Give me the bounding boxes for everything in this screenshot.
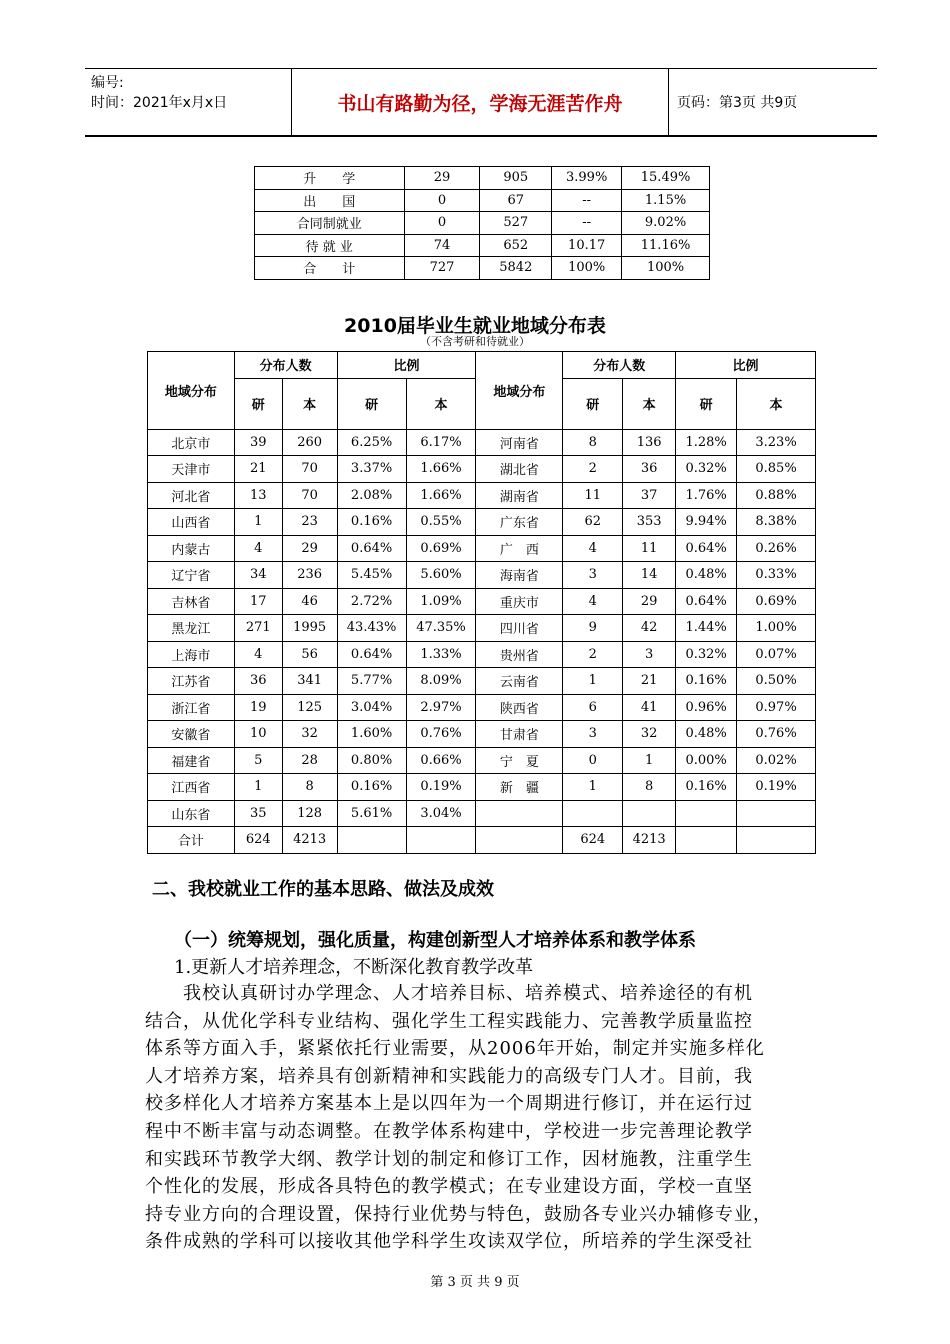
table-cell: 11 <box>563 482 623 509</box>
table-cell: 100% <box>622 257 710 280</box>
table-cell: 0.64% <box>676 588 737 615</box>
header-region-left: 地域分布 <box>148 352 235 430</box>
table-cell: 32 <box>623 721 676 748</box>
header-motto: 书山有路勤为径，学海无涯苦作舟 <box>291 69 669 135</box>
table-cell: 29 <box>623 588 676 615</box>
table-cell: 陕西省 <box>476 694 563 721</box>
table-cell: 0.96% <box>676 694 737 721</box>
table-row <box>148 721 816 748</box>
table-cell: 3.04% <box>406 800 476 827</box>
table-row <box>148 456 816 483</box>
table-row <box>148 694 816 721</box>
table-cell: 6.25% <box>337 429 406 456</box>
table-cell <box>737 800 816 827</box>
table-cell: 甘肃省 <box>476 721 563 748</box>
table-cell: 136 <box>623 429 676 456</box>
table-cell: 624 <box>563 827 623 854</box>
table-row <box>148 668 816 695</box>
table-cell: 1.28% <box>676 429 737 456</box>
table-row <box>148 562 816 589</box>
table-cell: 32 <box>282 721 337 748</box>
table-cell: 70 <box>282 456 337 483</box>
table-row <box>148 535 816 562</box>
table-cell: 福建省 <box>148 747 235 774</box>
table-cell: 341 <box>282 668 337 695</box>
table-cell <box>406 827 476 854</box>
table-cell: 5842 <box>480 257 552 280</box>
table-cell: 2 <box>563 641 623 668</box>
table-cell: 9.94% <box>676 509 737 536</box>
table-cell: 合计 <box>148 827 235 854</box>
table-row <box>148 800 816 827</box>
table-cell: 28 <box>282 747 337 774</box>
page-footer: 第 3 页 共 9 页 <box>430 1275 520 1290</box>
table-cell: 36 <box>234 668 282 695</box>
table-cell: 升 学 <box>255 167 405 190</box>
table-cell: 19 <box>234 694 282 721</box>
table-cell: 56 <box>282 641 337 668</box>
table-cell: 2.72% <box>337 588 406 615</box>
table-cell: 2.08% <box>337 482 406 509</box>
table-cell: 浙江省 <box>148 694 235 721</box>
table-cell: 0.50% <box>737 668 816 695</box>
table-cell: 0.76% <box>406 721 476 748</box>
table-cell: 8.09% <box>406 668 476 695</box>
table-cell <box>476 827 563 854</box>
table-cell: 6.17% <box>406 429 476 456</box>
table-cell: 0.69% <box>737 588 816 615</box>
table-cell: 67 <box>480 189 552 212</box>
region-table-title: 2010届毕业生就业地域分布表 <box>344 315 606 337</box>
table-cell: 0.88% <box>737 482 816 509</box>
table-cell: 3.23% <box>737 429 816 456</box>
table-cell: 江苏省 <box>148 668 235 695</box>
header-under: 本 <box>623 378 676 429</box>
header-grad: 研 <box>676 378 737 429</box>
paragraph-line: 程中不断丰富与动态调整。在教学体系构建中，学校进一步完善理论教学 <box>145 1120 753 1142</box>
table-cell: 39 <box>234 429 282 456</box>
header-count-left: 分布人数 <box>234 352 337 379</box>
table-cell: 0.76% <box>737 721 816 748</box>
table-cell: 2 <box>563 456 623 483</box>
table-cell: 15.49% <box>622 167 710 190</box>
table-cell: 天津市 <box>148 456 235 483</box>
table-cell: 内蒙古 <box>148 535 235 562</box>
header-page-label: 页码：第3页 共9页 <box>677 95 798 111</box>
paragraph-line: 体系等方面入手，紧紧依托行业需要，从2006年开始，制定并实施多样化 <box>145 1038 765 1060</box>
table-cell: 1.76% <box>676 482 737 509</box>
paragraph-line: 结合，从优化学科专业结构、强化学生工程实践能力、完善教学质量监控 <box>145 1010 753 1032</box>
table-cell <box>563 800 623 827</box>
table-row <box>148 588 816 615</box>
table-cell: 3 <box>563 721 623 748</box>
table-cell: 0.07% <box>737 641 816 668</box>
table-cell: 0.48% <box>676 562 737 589</box>
body-paragraph <box>145 980 813 1256</box>
table-cell: 8 <box>282 774 337 801</box>
table-cell: 出 国 <box>255 189 405 212</box>
table-cell: 海南省 <box>476 562 563 589</box>
table-cell: 0.80% <box>337 747 406 774</box>
table-cell: 652 <box>480 234 552 257</box>
table-cell: 1.33% <box>406 641 476 668</box>
header-region-right: 地域分布 <box>476 352 563 430</box>
header-ratio-left: 比例 <box>337 352 476 379</box>
table-cell: 5 <box>234 747 282 774</box>
table-cell: 黑龙江 <box>148 615 235 642</box>
table-cell: 湖北省 <box>476 456 563 483</box>
table-cell: 1 <box>623 747 676 774</box>
table-cell: 5.45% <box>337 562 406 589</box>
table-cell: 727 <box>404 257 480 280</box>
table-cell: 8.38% <box>737 509 816 536</box>
table-cell: 0.64% <box>337 535 406 562</box>
table-cell: 安徽省 <box>148 721 235 748</box>
header-ratio-right: 比例 <box>676 352 816 379</box>
table-cell: 9.02% <box>622 212 710 235</box>
table-cell: 1.44% <box>676 615 737 642</box>
table-cell: 新 疆 <box>476 774 563 801</box>
table-cell: 0.26% <box>737 535 816 562</box>
table-cell: 0.00% <box>676 747 737 774</box>
table-row <box>255 189 710 212</box>
table-cell: 0.33% <box>737 562 816 589</box>
table-cell: 5.61% <box>337 800 406 827</box>
table-cell: 2.97% <box>406 694 476 721</box>
table-cell: 353 <box>623 509 676 536</box>
item-heading: 1.更新人才培养理念，不断深化教育教学改革 <box>174 957 534 978</box>
table-cell: 山西省 <box>148 509 235 536</box>
table-cell: 0.16% <box>676 774 737 801</box>
table-cell: 待 就 业 <box>255 234 405 257</box>
region-table-subtitle: （不含考研和待就业） <box>420 335 530 348</box>
table-cell: 10 <box>234 721 282 748</box>
table-cell: 1.15% <box>622 189 710 212</box>
table-cell: 山东省 <box>148 800 235 827</box>
header-under: 本 <box>737 378 816 429</box>
table-cell: 14 <box>623 562 676 589</box>
table-cell <box>676 800 737 827</box>
table-cell: 29 <box>404 167 480 190</box>
table-cell: 0.32% <box>676 641 737 668</box>
table-cell <box>337 827 406 854</box>
table-cell: 贵州省 <box>476 641 563 668</box>
table-row <box>255 212 710 235</box>
table-cell: 21 <box>234 456 282 483</box>
table-cell <box>676 827 737 854</box>
table-row <box>148 774 816 801</box>
table-cell: 重庆市 <box>476 588 563 615</box>
table-cell: 1.09% <box>406 588 476 615</box>
table-cell: 35 <box>234 800 282 827</box>
table-row <box>148 509 816 536</box>
table-cell: 1.00% <box>737 615 816 642</box>
table-cell: 4 <box>234 641 282 668</box>
table-cell: 8 <box>623 774 676 801</box>
page-header <box>85 68 877 137</box>
table-cell: 云南省 <box>476 668 563 695</box>
table-cell: 0.16% <box>337 509 406 536</box>
table-cell: 0.64% <box>337 641 406 668</box>
table-cell: 4213 <box>623 827 676 854</box>
table-cell: 北京市 <box>148 429 235 456</box>
section-heading: 二、我校就业工作的基本思路、做法及成效 <box>152 879 494 900</box>
paragraph-line: 我校认真研讨办学理念、人才培养目标、培养模式、培养途径的有机 <box>145 983 753 1004</box>
table-cell: 辽宁省 <box>148 562 235 589</box>
document-number-label: 编号: <box>91 75 124 91</box>
table-cell: 0.19% <box>737 774 816 801</box>
table-cell: 527 <box>480 212 552 235</box>
table-cell: 合同制就业 <box>255 212 405 235</box>
table-cell: 合 计 <box>255 257 405 280</box>
table-cell: 74 <box>404 234 480 257</box>
table-cell: 1.60% <box>337 721 406 748</box>
table-cell: 624 <box>234 827 282 854</box>
table-cell: 29 <box>282 535 337 562</box>
table-cell: 0.85% <box>737 456 816 483</box>
table-cell: 8 <box>563 429 623 456</box>
table-cell: 6 <box>563 694 623 721</box>
table-cell: 70 <box>282 482 337 509</box>
header-under: 本 <box>406 378 476 429</box>
table-cell: 宁 夏 <box>476 747 563 774</box>
table-cell: 0 <box>404 189 480 212</box>
table-cell: 260 <box>282 429 337 456</box>
table-cell: 11 <box>623 535 676 562</box>
header-meta <box>85 69 291 135</box>
table-cell: 1 <box>563 774 623 801</box>
table-cell: 17 <box>234 588 282 615</box>
table-cell: 上海市 <box>148 641 235 668</box>
table-cell: 1 <box>234 509 282 536</box>
table-cell: 0.69% <box>406 535 476 562</box>
table-cell: 4 <box>563 588 623 615</box>
paragraph-line: 和实践环节教学大纲、教学计划的制定和修订工作，因材施教，注重学生 <box>145 1148 753 1170</box>
region-distribution-table <box>147 351 816 854</box>
header-grad: 研 <box>337 378 406 429</box>
paragraph-line: 校多样化人才培养方案基本上是以四年为一个周期进行修订，并在运行过 <box>145 1093 753 1115</box>
table-cell: 湖南省 <box>476 482 563 509</box>
table-cell: 0.16% <box>676 668 737 695</box>
table-cell: -- <box>552 212 622 235</box>
table-cell: 125 <box>282 694 337 721</box>
table-cell: 905 <box>480 167 552 190</box>
table-cell: 1.66% <box>406 482 476 509</box>
table-cell: 36 <box>623 456 676 483</box>
table-cell: 3.99% <box>552 167 622 190</box>
table-row <box>148 482 816 509</box>
table-cell: 9 <box>563 615 623 642</box>
table-cell: 0.48% <box>676 721 737 748</box>
table-row <box>148 429 816 456</box>
table-cell: 37 <box>623 482 676 509</box>
table-cell: 0.64% <box>676 535 737 562</box>
table-cell <box>623 800 676 827</box>
table-row <box>148 827 816 854</box>
table-cell: 四川省 <box>476 615 563 642</box>
table-cell: 3 <box>623 641 676 668</box>
table-cell: 3 <box>563 562 623 589</box>
table-cell: 23 <box>282 509 337 536</box>
table-row <box>148 641 816 668</box>
table-cell: 江西省 <box>148 774 235 801</box>
table-cell: 广东省 <box>476 509 563 536</box>
table-cell: 5.60% <box>406 562 476 589</box>
table-cell: 128 <box>282 800 337 827</box>
table-cell: 吉林省 <box>148 588 235 615</box>
table-header-row <box>148 352 816 379</box>
employment-summary-table <box>254 166 710 280</box>
table-cell: 46 <box>282 588 337 615</box>
table-cell: 3.37% <box>337 456 406 483</box>
table-cell: -- <box>552 189 622 212</box>
table-cell: 河南省 <box>476 429 563 456</box>
document-time-label: 时间：2021年x月x日 <box>91 95 228 111</box>
table-cell <box>476 800 563 827</box>
table-cell: 1 <box>234 774 282 801</box>
table-cell: 41 <box>623 694 676 721</box>
table-cell: 43.43% <box>337 615 406 642</box>
header-grad: 研 <box>234 378 282 429</box>
table-cell <box>737 827 816 854</box>
table-cell: 4 <box>563 535 623 562</box>
header-count-right: 分布人数 <box>563 352 676 379</box>
table-cell: 0.66% <box>406 747 476 774</box>
table-cell: 0 <box>404 212 480 235</box>
table-cell: 5.77% <box>337 668 406 695</box>
paragraph-line: 持专业方向的合理设置，保持行业优势与特色，鼓励各专业兴办辅修专业， <box>145 1203 772 1225</box>
table-cell: 42 <box>623 615 676 642</box>
sub-heading: （一）统筹规划，强化质量，构建创新型人才培养体系和教学体系 <box>174 930 696 951</box>
header-grad: 研 <box>563 378 623 429</box>
table-cell: 21 <box>623 668 676 695</box>
table-cell: 10.17 <box>552 234 622 257</box>
table-cell: 11.16% <box>622 234 710 257</box>
table-row <box>255 257 710 280</box>
table-cell: 0.97% <box>737 694 816 721</box>
table-cell: 河北省 <box>148 482 235 509</box>
table-cell: 1.66% <box>406 456 476 483</box>
table-cell: 271 <box>234 615 282 642</box>
paragraph-line: 个性化的发展，形成各具特色的教学模式；在专业建设方面，学校一直坚 <box>145 1176 753 1198</box>
table-cell: 0.02% <box>737 747 816 774</box>
paragraph-line: 人才培养方案，培养具有创新精神和实践能力的高级专门人才。目前，我 <box>145 1065 753 1087</box>
table-cell: 4213 <box>282 827 337 854</box>
table-cell: 1995 <box>282 615 337 642</box>
table-cell: 3.04% <box>337 694 406 721</box>
table-row <box>148 747 816 774</box>
table-cell: 62 <box>563 509 623 536</box>
table-cell: 13 <box>234 482 282 509</box>
header-under: 本 <box>282 378 337 429</box>
table-cell: 0.19% <box>406 774 476 801</box>
table-row <box>255 234 710 257</box>
table-cell: 0.32% <box>676 456 737 483</box>
table-cell: 236 <box>282 562 337 589</box>
table-row <box>255 167 710 190</box>
table-cell: 0 <box>563 747 623 774</box>
table-cell: 1 <box>563 668 623 695</box>
paragraph-line: 条件成熟的学科可以接收其他学科学生攻读双学位，所培养的学生深受社 <box>145 1231 753 1253</box>
table-cell: 0.16% <box>337 774 406 801</box>
table-cell: 广 西 <box>476 535 563 562</box>
table-cell: 47.35% <box>406 615 476 642</box>
table-cell: 100% <box>552 257 622 280</box>
table-row <box>148 615 816 642</box>
table-cell: 4 <box>234 535 282 562</box>
table-cell: 34 <box>234 562 282 589</box>
table-cell: 0.55% <box>406 509 476 536</box>
